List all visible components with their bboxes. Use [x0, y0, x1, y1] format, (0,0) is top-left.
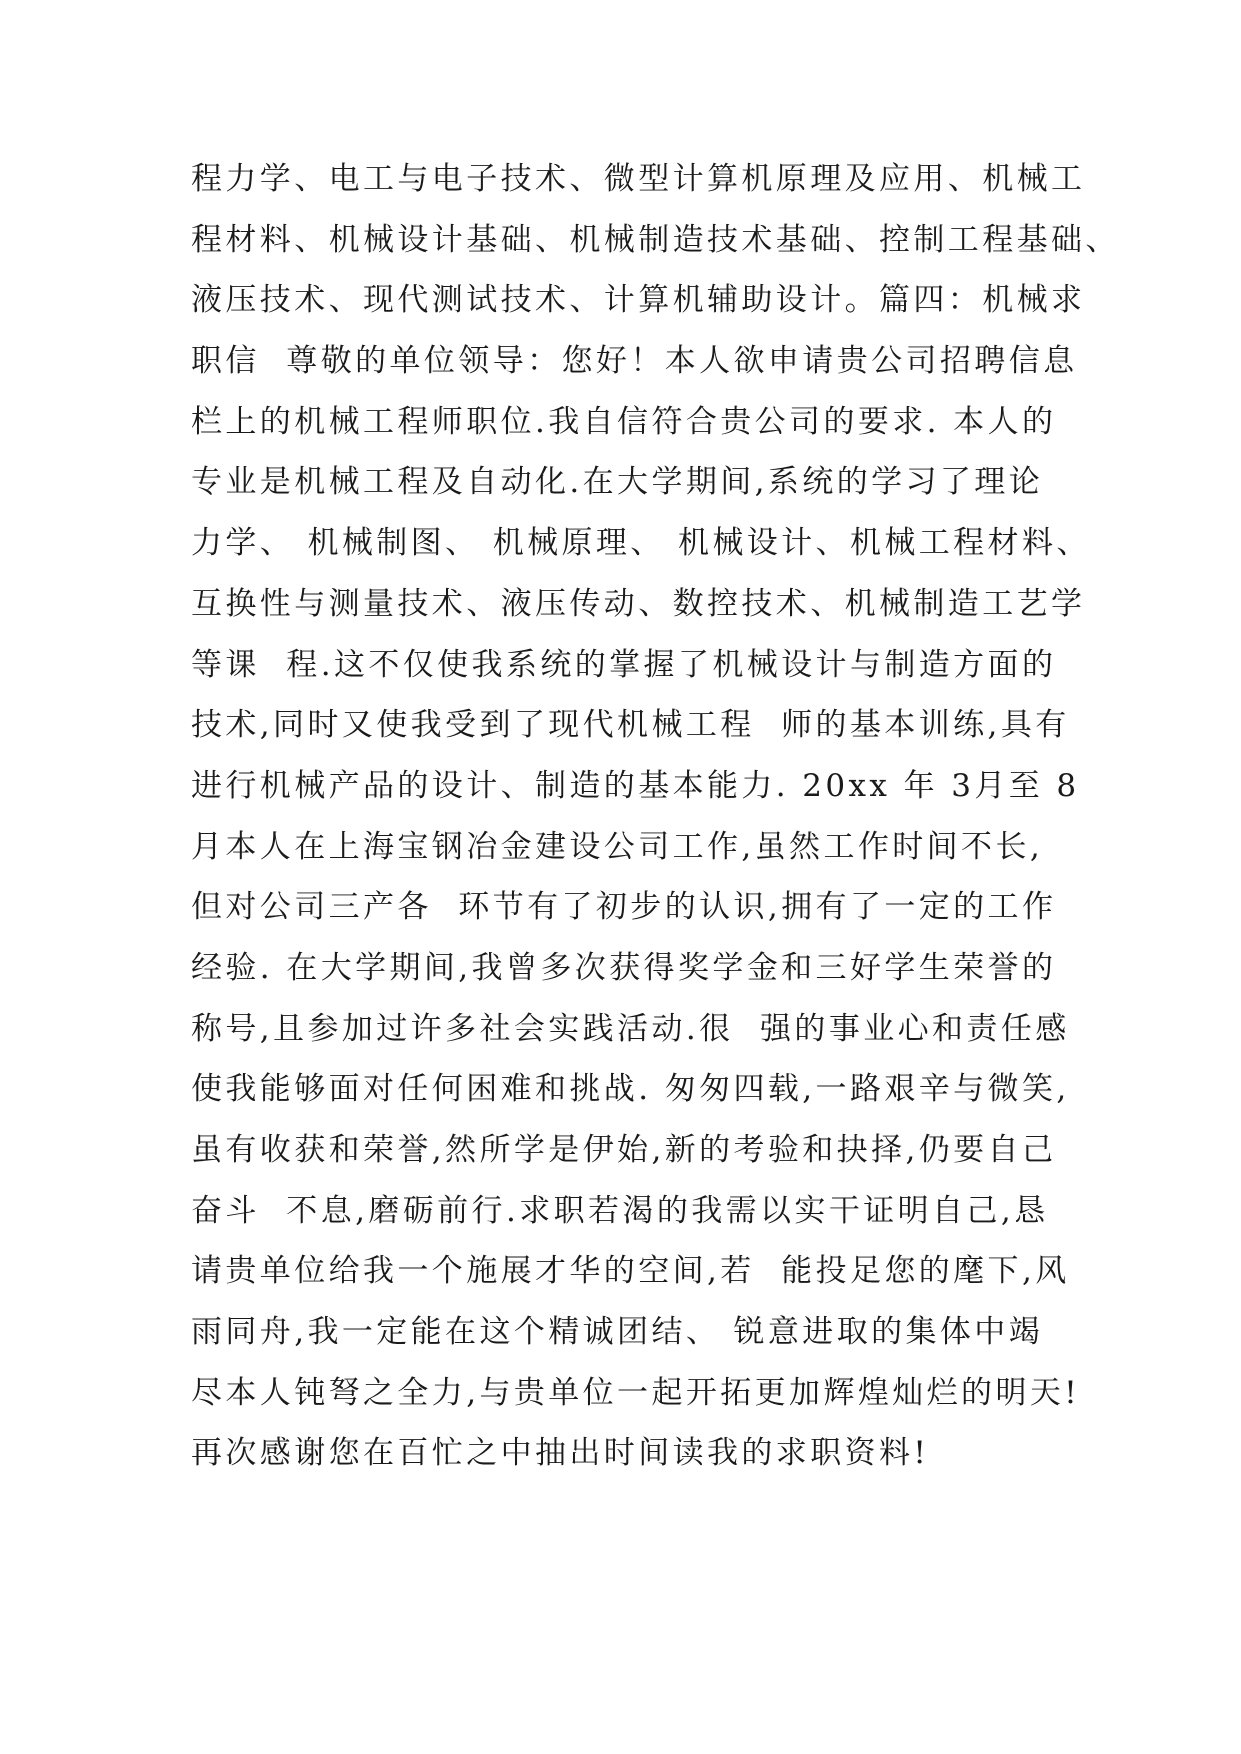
- text-line: 程材料、机械设计基础、机械制造技术基础、控制工程基础、: [191, 221, 1120, 258]
- text-line: 称号,且参加过许多社会实践活动.很 强的事业心和责任感: [191, 1010, 1070, 1047]
- text-line: 雨同舟,我一定能在这个精诚团结、 锐意进取的集体中竭: [191, 1314, 1044, 1351]
- text-line: 技术,同时又使我受到了现代机械工程 师的基本训练,具有: [191, 707, 1070, 744]
- text-line: 再次感谢您在百忙之中抽出时间读我的求职资料!: [191, 1435, 930, 1472]
- text-line: 月本人在上海宝钢冶金建设公司工作,虽然工作时间不长,: [191, 828, 1044, 865]
- text-line: 职信 尊敬的单位领导：您好！本人欲申请贵公司招聘信息: [191, 343, 1078, 380]
- text-line: 使我能够面对任何困难和挑战. 匆匆四载,一路艰辛与微笑,: [191, 1071, 1070, 1108]
- text-line: 请贵单位给我一个施展才华的空间,若 能投足您的麾下,风: [191, 1253, 1070, 1290]
- text-line: 液压技术、现代测试技术、计算机辅助设计。篇四：机械求: [191, 282, 1086, 319]
- text-line: 互换性与测量技术、液压传动、数控技术、机械制造工艺学: [191, 585, 1086, 622]
- text-line: 专业是机械工程及自动化.在大学期间,系统的学习了理论: [191, 464, 1044, 501]
- text-line: 程力学、电工与电子技术、微型计算机原理及应用、机械工: [191, 161, 1086, 197]
- text-line: 经验. 在大学期间,我曾多次获得奖学金和三好学生荣誉的: [191, 949, 1057, 986]
- text-line: 进行机械产品的设计、制造的基本能力. 20xx 年 3月至 8: [191, 767, 1080, 804]
- text-line: 等课 程.这不仅使我系统的掌握了机械设计与制造方面的: [191, 646, 1057, 683]
- text-line: 虽有收获和荣誉,然所学是伊始,新的考验和抉择,仍要自己: [191, 1132, 1057, 1168]
- body-text: [191, 160, 1120, 1495]
- text-line: 奋斗 不息,磨砺前行.求职若渴的我需以实干证明自己,恳: [191, 1192, 1049, 1229]
- text-line: 但对公司三产各 环节有了初步的认识,拥有了一定的工作: [191, 889, 1057, 926]
- text-line: 力学、 机械制图、 机械原理、 机械设计、机械工程材料、: [191, 525, 1091, 562]
- text-line: 栏上的机械工程师职位.我自信符合贵公司的要求. 本人的: [191, 403, 1057, 440]
- text-line: 尽本人钝弩之全力,与贵单位一起开拓更加辉煌灿烂的明天!: [191, 1374, 1081, 1411]
